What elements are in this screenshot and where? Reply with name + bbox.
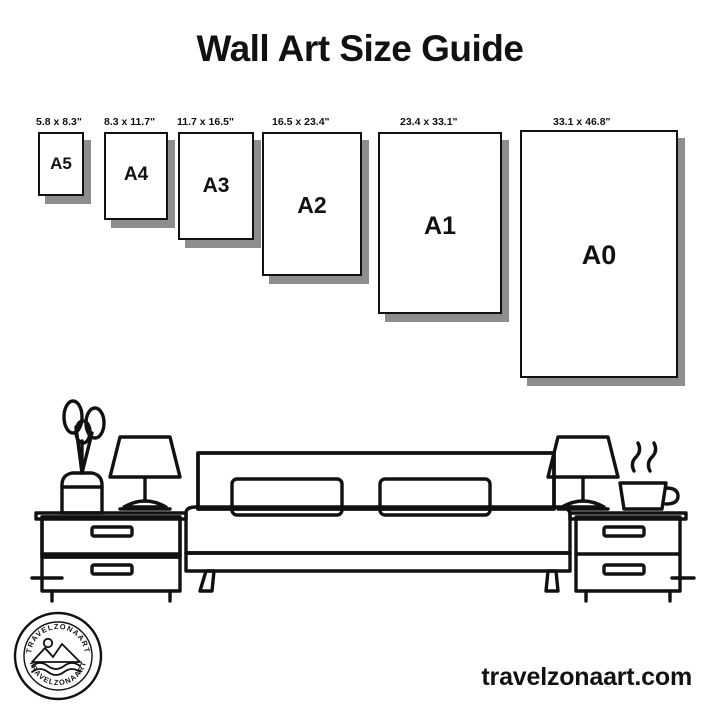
frame-a5 xyxy=(38,132,84,196)
size-label-a1: 23.4 x 33.1" xyxy=(400,116,458,128)
table-lamp-right xyxy=(548,437,618,509)
size-label-a3: 11.7 x 16.5" xyxy=(177,116,234,128)
frame-name-a0: A0 xyxy=(581,240,617,270)
size-label-a2: 16.5 x 23.4" xyxy=(272,116,330,128)
logo-text-bottom: TRAVELZONAART xyxy=(27,659,89,688)
frame-a0 xyxy=(520,130,678,378)
frame-name-a5: A5 xyxy=(50,154,72,173)
frame-a1 xyxy=(378,132,502,314)
bedroom-illustration xyxy=(0,375,720,605)
frame-a3 xyxy=(178,132,254,240)
nightstand-left xyxy=(36,513,186,601)
logo-text-top: TRAVELZONAART xyxy=(24,621,92,654)
page-title: Wall Art Size Guide xyxy=(196,28,524,69)
size-label-a5: 5.8 x 8.3" xyxy=(36,116,82,128)
coffee-cup xyxy=(620,443,678,509)
table-lamp-left xyxy=(110,437,180,509)
nightstand-right xyxy=(570,513,686,601)
frame-a2 xyxy=(262,132,362,276)
brand-logo xyxy=(12,610,104,702)
size-label-a0: 33.1 x 46.8" xyxy=(553,116,611,128)
size-chart xyxy=(0,108,720,408)
size-label-a4: 8.3 x 11.7" xyxy=(104,116,156,128)
frame-a4 xyxy=(104,132,168,220)
frame-name-a2: A2 xyxy=(297,192,327,218)
website-url: travelzonaart.com xyxy=(481,663,692,691)
frame-name-a3: A3 xyxy=(202,174,230,197)
frame-name-a1: A1 xyxy=(424,212,456,240)
frame-name-a4: A4 xyxy=(123,164,149,185)
flower-vase xyxy=(62,401,104,513)
bed xyxy=(186,453,570,591)
